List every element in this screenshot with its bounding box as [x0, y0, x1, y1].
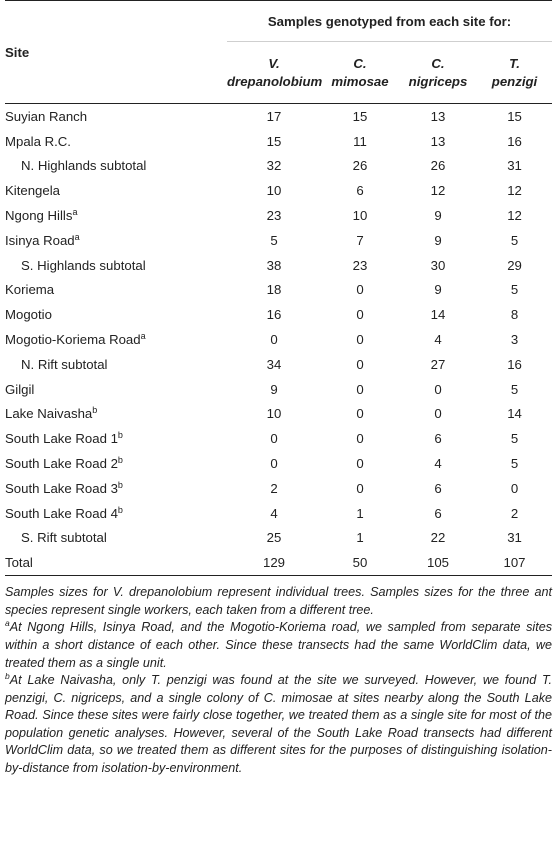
table-notes: [5, 584, 552, 778]
site-cell: [5, 203, 227, 228]
count-cell: 3: [510, 332, 519, 348]
count-cell: 25: [266, 530, 282, 546]
count-cell: 0: [356, 456, 364, 472]
count-cell: 0: [356, 381, 364, 397]
count-cell: 0: [356, 406, 364, 422]
site-cell: [5, 302, 227, 327]
count-cell: 13: [430, 133, 446, 149]
count-cell: 5: [270, 232, 278, 248]
site-name: Gilgil: [5, 381, 35, 397]
note-b-mark: b: [5, 671, 10, 682]
count-cell: 4: [434, 332, 442, 348]
site-name: Lake Naivasha: [5, 406, 93, 422]
site-cell: [5, 104, 227, 129]
count-cell: 26: [352, 158, 368, 174]
count-cell: 10: [266, 183, 282, 199]
species-genus: C.: [431, 55, 445, 71]
table-row: [5, 178, 552, 203]
species-epithet: penzigi: [491, 73, 538, 89]
count-cell: 50: [321, 550, 399, 575]
note-b: [5, 672, 552, 778]
table-header-row: [5, 1, 552, 42]
count-cell: 17: [266, 108, 282, 124]
count-cell: 4: [270, 505, 278, 521]
species-header-v-drepanolobium: [227, 42, 321, 104]
count-cell: 13: [430, 108, 446, 124]
count-cell: 31: [507, 530, 522, 546]
site-cell: [5, 526, 227, 551]
site-cell: [5, 476, 227, 501]
footnote-mark: b: [117, 479, 123, 490]
count-cell: 14: [507, 406, 522, 422]
count-cell: 129: [227, 550, 321, 575]
table-row: [5, 402, 552, 427]
table-row: [5, 476, 552, 501]
site-name: South Lake Road 2: [5, 456, 118, 472]
count-cell: 30: [430, 257, 446, 273]
count-cell: 0: [356, 480, 364, 496]
species-genus: V.: [268, 55, 280, 71]
subtotal-row: [5, 526, 552, 551]
count-cell: 31: [507, 158, 522, 174]
count-cell: 2: [510, 505, 519, 521]
site-name: Ngong Hills: [5, 208, 73, 224]
species-epithet: drepanolobium: [227, 73, 323, 89]
table-row: [5, 104, 552, 129]
footnote-mark: a: [74, 231, 80, 242]
table-row: [5, 426, 552, 451]
site-name: Koriema: [5, 282, 55, 298]
count-cell: 23: [266, 208, 282, 224]
species-genus: T.: [509, 55, 520, 71]
site-name: Mpala R.C.: [5, 133, 71, 149]
count-cell: 5: [510, 232, 519, 248]
count-cell: 1: [356, 530, 364, 546]
count-cell: 12: [507, 208, 522, 224]
species-epithet: mimosae: [331, 73, 389, 89]
site-cell: [5, 550, 227, 575]
note-b-text: At Lake Naivasha, only T. penzigi was found at the site we surveyed. However, we found T. penzigi, C. nigriceps, and a single colony of C. mimosae at sites nearby along the South Lake Road. Since these sites were fairly close together, we treated them as a single site for most of the population genetic analyses. However, several of the South Lake Road transects had different WorldClim data, so we treated them as different sites for the purposes of distinguishing isolation-by-distance from isolation-by-environment.: [5, 673, 552, 776]
species-header-t-penzigi: [477, 42, 552, 104]
table-row: [5, 451, 552, 476]
site-column-header: Site: [5, 1, 227, 104]
subtotal-row: [5, 253, 552, 278]
count-cell: 38: [266, 257, 282, 273]
footnote-mark: b: [92, 405, 98, 416]
site-cell: [5, 278, 227, 303]
count-cell: 5: [510, 381, 519, 397]
site-name: N. Highlands subtotal: [21, 158, 147, 174]
note-a-text: At Ngong Hills, Isinya Road, and the Mogotio-Koriema road, we sampled from separate sites within a short distance of each other. Since these transects had the same WorldClim data, we treated them as a single unit.: [5, 620, 552, 670]
count-cell: 32: [266, 158, 282, 174]
count-cell: 16: [507, 133, 522, 149]
site-cell: [5, 129, 227, 154]
count-cell: 16: [266, 307, 282, 323]
count-cell: 2: [270, 480, 278, 496]
total-row: [5, 550, 552, 575]
count-cell: 27: [430, 356, 446, 372]
count-cell: 6: [356, 183, 364, 199]
table-row: [5, 327, 552, 352]
count-cell: 0: [356, 356, 364, 372]
footnote-mark: a: [72, 207, 78, 218]
count-cell: 107: [477, 550, 552, 575]
count-cell: 7: [356, 232, 364, 248]
count-cell: 12: [507, 183, 522, 199]
count-cell: 0: [270, 332, 278, 348]
site-name: Suyian Ranch: [5, 108, 88, 124]
count-cell: 9: [434, 232, 442, 248]
count-cell: 105: [399, 550, 477, 575]
site-name: Mogotio: [5, 307, 52, 323]
table-row: [5, 129, 552, 154]
site-cell: [5, 178, 227, 203]
count-cell: 18: [266, 282, 282, 298]
count-cell: 5: [510, 282, 519, 298]
count-cell: 14: [430, 307, 446, 323]
count-cell: 0: [356, 332, 364, 348]
count-cell: 0: [270, 456, 278, 472]
species-genus: C.: [353, 55, 367, 71]
site-name: South Lake Road 3: [5, 480, 118, 496]
site-name: Mogotio-Koriema Road: [5, 332, 141, 348]
site-cell: [5, 154, 227, 179]
site-cell: [5, 228, 227, 253]
count-cell: 6: [434, 431, 442, 447]
table-row: [5, 228, 552, 253]
site-cell: [5, 501, 227, 526]
count-cell: 9: [270, 381, 278, 397]
samples-table: [5, 0, 552, 576]
table-body: [5, 104, 552, 576]
site-name: N. Rift subtotal: [21, 356, 108, 372]
site-name: S. Highlands subtotal: [21, 257, 146, 273]
note-a: [5, 619, 552, 672]
footnote-mark: b: [117, 504, 123, 515]
count-cell: 12: [430, 183, 446, 199]
note-a-mark: a: [5, 618, 10, 629]
site-name: South Lake Road 4: [5, 505, 118, 521]
count-cell: 8: [510, 307, 519, 323]
count-cell: 10: [266, 406, 282, 422]
count-cell: 9: [434, 282, 442, 298]
count-cell: 10: [352, 208, 368, 224]
species-header-c-mimosae: [321, 42, 399, 104]
count-cell: 0: [356, 282, 364, 298]
count-cell: 15: [266, 133, 282, 149]
site-name: Kitengela: [5, 183, 60, 199]
count-cell: 4: [434, 456, 442, 472]
count-cell: 15: [352, 108, 368, 124]
site-cell: [5, 327, 227, 352]
count-cell: 15: [507, 108, 522, 124]
site-cell: [5, 451, 227, 476]
count-cell: 5: [510, 456, 519, 472]
count-cell: 26: [430, 158, 446, 174]
site-name: Total: [5, 555, 33, 571]
count-cell: 9: [434, 208, 442, 224]
count-cell: 34: [266, 356, 282, 372]
site-name: South Lake Road 1: [5, 431, 118, 447]
count-cell: 16: [507, 356, 522, 372]
count-cell: 0: [356, 431, 364, 447]
footnote-mark: b: [117, 430, 123, 441]
site-cell: [5, 426, 227, 451]
note-main: Samples sizes for V. drepanolobium represent individual trees. Samples sizes for the three ant species represent single workers, each taken from a different tree.: [5, 585, 552, 617]
table-row: [5, 302, 552, 327]
count-cell: 6: [434, 480, 442, 496]
count-cell: 1: [356, 505, 364, 521]
site-cell: [5, 402, 227, 427]
count-cell: 11: [353, 133, 367, 149]
table-row: [5, 278, 552, 303]
count-cell: 6: [434, 505, 442, 521]
count-cell: 22: [430, 530, 446, 546]
count-cell: 5: [510, 431, 519, 447]
count-cell: 0: [356, 307, 364, 323]
samples-span-header: Samples genotyped from each site for:: [227, 1, 552, 42]
table-row: [5, 203, 552, 228]
count-cell: 0: [270, 431, 278, 447]
footnote-mark: a: [140, 331, 146, 342]
site-cell: [5, 352, 227, 377]
species-header-c-nigriceps: [399, 42, 477, 104]
count-cell: 0: [510, 480, 519, 496]
table-row: [5, 501, 552, 526]
site-name: Isinya Road: [5, 232, 75, 248]
table-row: [5, 377, 552, 402]
count-cell: 29: [507, 257, 522, 273]
species-epithet: nigriceps: [408, 73, 468, 89]
site-cell: [5, 377, 227, 402]
site-cell: [5, 253, 227, 278]
count-cell: 23: [352, 257, 368, 273]
count-cell: 0: [434, 406, 442, 422]
subtotal-row: [5, 154, 552, 179]
count-cell: 0: [434, 381, 442, 397]
site-name: S. Rift subtotal: [21, 530, 107, 546]
subtotal-row: [5, 352, 552, 377]
footnote-mark: b: [117, 455, 123, 466]
